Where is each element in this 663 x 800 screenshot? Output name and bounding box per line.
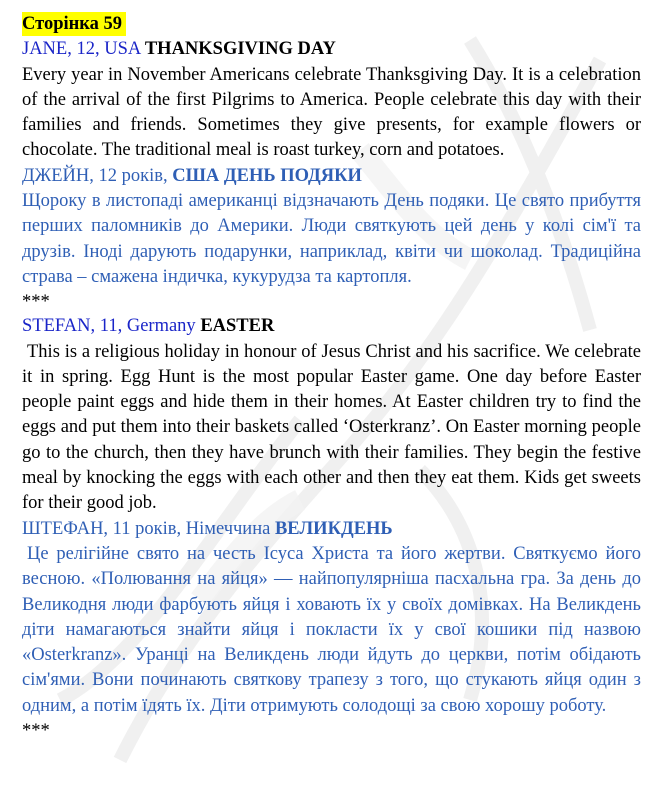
- holiday-title: EASTER: [200, 316, 275, 337]
- holiday-title-ua: США ДЕНЬ ПОДЯКИ: [172, 165, 362, 186]
- document-page: [22, 12, 641, 743]
- author-info-ua: ШТЕФАН, 11 років, Німеччина: [22, 518, 271, 539]
- holiday-title: THANKSGIVING DAY: [144, 39, 336, 60]
- page-number-label: Сторінка 59: [22, 12, 126, 36]
- section-heading-en: [22, 37, 641, 62]
- paragraph-ua: Це релігійне свято на честь Ісуса Христа та його жертви. Святкуємо його весною. «Полювання на яйця» — найпопулярніша пасхальна гра. За день до Великодня люди фарбують яйця і ховають їх у своїх домівках. На Великдень діти намагаються знайти яйця і покласти їх у свої кошики під назвою «Osterkranz». Уранці на Великдень люди йдуть до церкви, потім обідають сім'ями. Вони починають святкову трапезу з того, що стукають яйця один з одним, а потім їдять їх. Діти отримують солодощі за свою хорошу роботу.: [22, 543, 641, 716]
- author-info: JANE, 12, USA: [22, 39, 141, 60]
- section-heading-en: [22, 314, 641, 339]
- paragraph-ua: Щороку в листопаді американці відзначають День подяки. Це свято прибуття перших паломників до Америки. Люди святкують цей день у колі сім'ї та друзів. Іноді дарують подарунки, наприклад, квіти чи шоколад. Традиційна страва – смажена індичка, кукурудза та картопля.: [22, 191, 641, 287]
- section-heading-ua: [22, 164, 641, 189]
- section-heading-ua: [22, 517, 641, 542]
- paragraph-en: This is a religious holiday in honour of Jesus Christ and his sacrifice. We celebrate it in spring. Egg Hunt is the most popular Easter game. One day before Easter people paint eggs and hide them in their homes. At Easter children try to find the eggs and put them into their baskets called ‘Osterkranz’. On Easter morning people go to the church, then they have brunch with their families. They begin the festive meal by knocking the eggs with each other and then they eat them. Kids get sweets for their good job.: [22, 341, 641, 514]
- author-info: STEFAN, 11, Germany: [22, 316, 196, 337]
- separator: ***: [22, 721, 50, 742]
- holiday-title-ua: ВЕЛИКДЕНЬ: [274, 518, 393, 539]
- author-info-ua: ДЖЕЙН, 12 років,: [22, 165, 168, 186]
- page-number-line: [22, 12, 641, 37]
- paragraph-en: Every year in November Americans celebrate Thanksgiving Day. It is a celebration of the arrival of the first Pilgrims to America. People celebrate this day with their families and friends. Sometimes they give presents, for example flowers or chocolate. The traditional meal is roast turkey, corn and potatoes.: [22, 64, 641, 161]
- separator: ***: [22, 292, 50, 313]
